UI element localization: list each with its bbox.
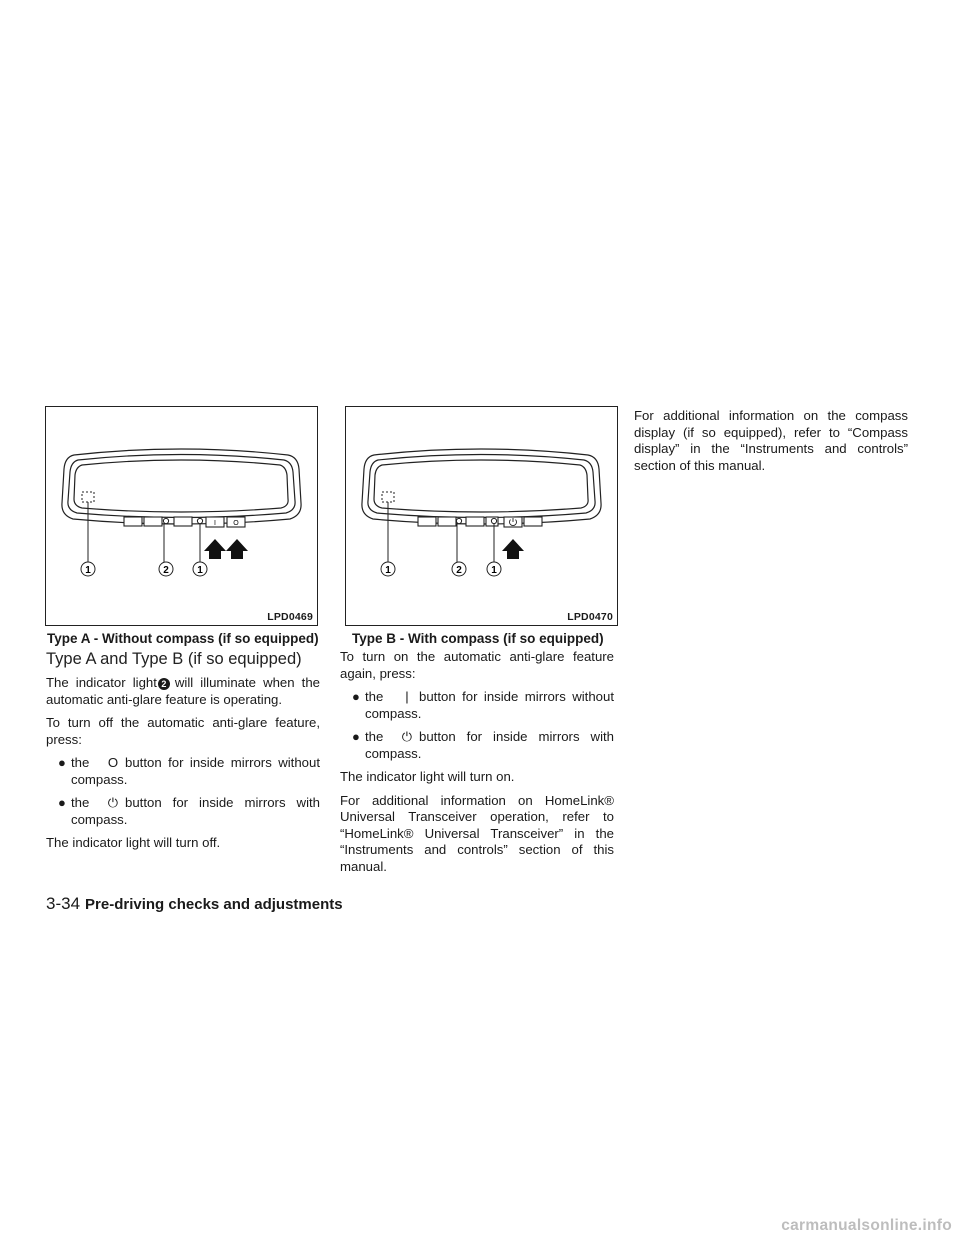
compass-paragraph: For additional information on the compass display (if so equipped), refer to “Compass display” in the “Instruments and controls” section of this manual. bbox=[634, 408, 908, 473]
callout-2: 2 bbox=[456, 565, 462, 576]
callout-1: 1 bbox=[491, 565, 497, 576]
indicator-light bbox=[456, 518, 461, 523]
chapter-title: Pre-driving checks and adjustments bbox=[85, 896, 343, 913]
i-button-symbol: | bbox=[405, 689, 409, 704]
bullet-icon: ● bbox=[352, 689, 360, 704]
page-number: 3-34 bbox=[46, 894, 81, 913]
button-i-glyph: I bbox=[214, 520, 216, 527]
mirror-type-a-illustration bbox=[46, 407, 317, 625]
mirror-type-b-illustration bbox=[346, 407, 617, 625]
bullet-off-without-compass: ● the O button for inside mirrors without compass. bbox=[58, 755, 320, 787]
callout-1: 1 bbox=[197, 565, 203, 576]
bullet-off-with-compass: ● the ⏻ button for inside mirrors with compass. bbox=[58, 795, 320, 827]
figure-code: LPD0470 bbox=[567, 611, 613, 623]
figure-type-b bbox=[345, 406, 618, 626]
bullet-on-without-compass: ● the | button for inside mirrors without compass. bbox=[352, 689, 614, 721]
power-icon: ⏻ bbox=[107, 795, 119, 810]
o-button-symbol: O bbox=[107, 755, 119, 770]
power-icon: ⏻ bbox=[401, 729, 413, 744]
figure-type-a bbox=[45, 406, 318, 626]
indicator-paragraph: The indicator light 2 will illuminate when the automatic anti-glare feature is operating. bbox=[46, 675, 320, 707]
compass-window-dashed bbox=[82, 492, 94, 502]
bullet-icon: ● bbox=[58, 795, 66, 810]
column-2 bbox=[340, 649, 614, 882]
bullet-icon: ● bbox=[352, 729, 360, 744]
button-o-glyph: O bbox=[233, 520, 239, 527]
column-1 bbox=[46, 675, 320, 859]
turn-on-intro: To turn on the automatic anti-glare feature again, press: bbox=[340, 649, 614, 681]
indicator-light bbox=[163, 518, 168, 523]
section-heading: Type A and Type B (if so equipped) bbox=[46, 650, 302, 668]
page-footer bbox=[46, 894, 343, 914]
homelink-paragraph: For additional information on HomeLink® Universal Transceiver operation, refer to “HomeLink® Universal Transceiver” in the “Instruments and controls” section of this manual. bbox=[340, 792, 614, 874]
arrow-up-icon bbox=[226, 539, 248, 559]
sensor bbox=[197, 518, 202, 523]
arrow-up-icon bbox=[502, 539, 524, 559]
sensor bbox=[491, 518, 496, 523]
bullet-on-with-compass: ● the ⏻ button for inside mirrors with compass. bbox=[352, 729, 614, 761]
turn-off-intro: To turn off the automatic anti-glare feature, press: bbox=[46, 715, 320, 747]
compass-window-dashed bbox=[382, 492, 394, 502]
figure-b-caption: Type B - With compass (if so equipped) bbox=[352, 631, 604, 646]
turn-off-result: The indicator light will turn off. bbox=[46, 835, 221, 850]
callout-1: 1 bbox=[85, 565, 91, 576]
callout-1: 1 bbox=[385, 565, 391, 576]
turn-on-result: The indicator light will turn on. bbox=[340, 769, 515, 784]
bullet-icon: ● bbox=[58, 755, 66, 770]
figure-code: LPD0469 bbox=[267, 611, 313, 623]
callout-2: 2 bbox=[163, 565, 169, 576]
arrow-up-icon bbox=[204, 539, 226, 559]
figure-a-caption: Type A - Without compass (if so equipped) bbox=[47, 631, 319, 646]
watermark: carmanualsonline.info bbox=[781, 1217, 952, 1234]
callout-2-icon: 2 bbox=[158, 678, 170, 690]
column-3 bbox=[634, 408, 908, 481]
